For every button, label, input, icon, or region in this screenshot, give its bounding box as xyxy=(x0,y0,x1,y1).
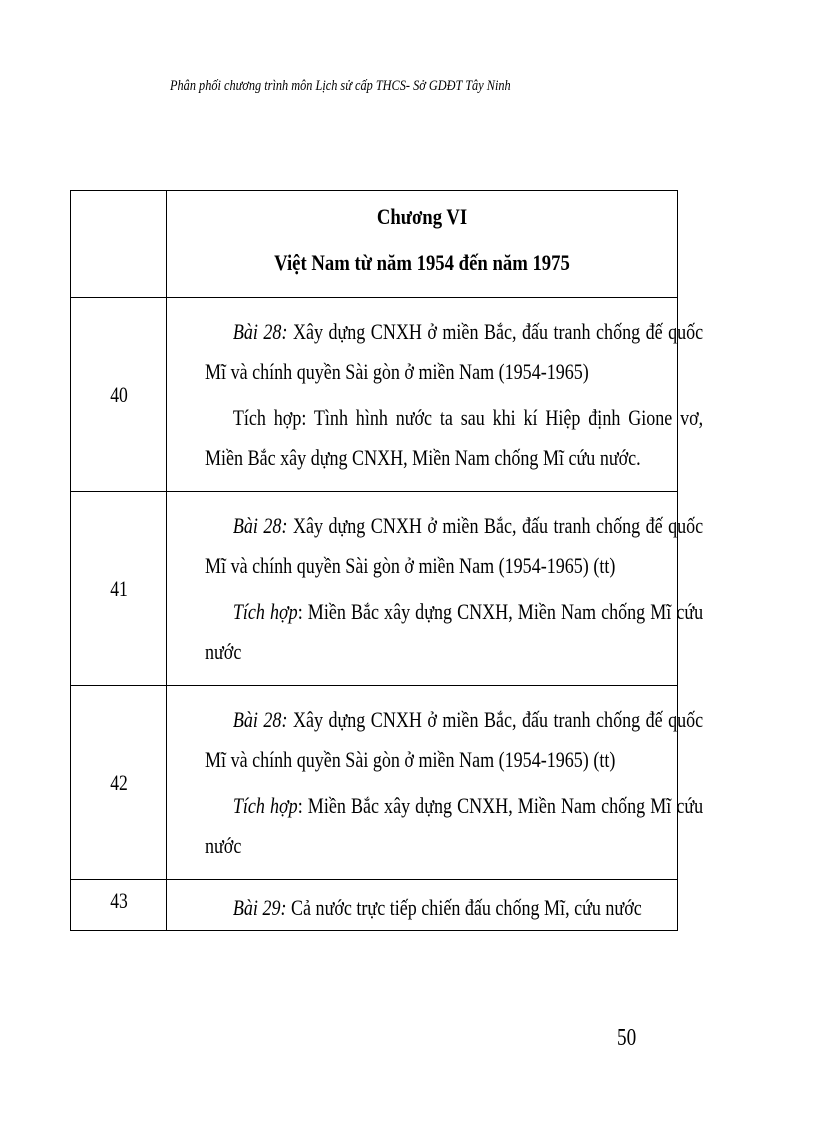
integration-label: Tích hợp xyxy=(232,404,302,430)
lesson-text: Cả nước trực tiếp chiến đấu chống Mĩ, cứu nước xyxy=(286,895,642,920)
lesson-cell xyxy=(167,492,704,686)
table-row xyxy=(71,492,678,686)
curriculum-table xyxy=(70,190,704,931)
integration-label: Tích hợp xyxy=(232,792,298,818)
lesson-cell xyxy=(167,686,704,880)
chapter-row xyxy=(71,191,678,298)
integration-text: : Miền Bắc xây dựng CNXH, Miền Nam chống Mĩ cứu nước xyxy=(205,792,704,858)
lesson-text: Xây dựng CNXH ở miền Bắc, đấu tranh chống đế quốc Mĩ và chính quyền Sài gòn ở miền Nam (1954-1965) (tt) xyxy=(205,706,704,772)
empty-cell xyxy=(71,191,167,298)
chapter-title: Chương VI xyxy=(376,204,468,229)
chapter-heading xyxy=(167,191,678,298)
chapter-subtitle: Việt Nam từ năm 1954 đến năm 1975 xyxy=(274,250,570,275)
lesson-label: Bài 28: xyxy=(232,706,288,732)
table-row xyxy=(71,880,678,931)
integration-text: : Tình hình nước ta sau khi kí Hiệp định Gione vơ, Miền Bắc xây dựng CNXH, Miền Nam chống Mĩ cứu nước. xyxy=(205,404,704,470)
lesson-text: Xây dựng CNXH ở miền Bắc, đấu tranh chống đế quốc Mĩ và chính quyền Sài gòn ở miền Nam (1954-1965) xyxy=(205,318,704,384)
period-number: 41 xyxy=(71,492,167,686)
period-number: 43 xyxy=(71,880,167,931)
lesson-text: Xây dựng CNXH ở miền Bắc, đấu tranh chống đế quốc Mĩ và chính quyền Sài gòn ở miền Nam (1954-1965) (tt) xyxy=(205,512,704,578)
integration-text: : Miền Bắc xây dựng CNXH, Miền Nam chống Mĩ cứu nước xyxy=(205,598,704,664)
period-number: 40 xyxy=(71,298,167,492)
period-number: 42 xyxy=(71,686,167,880)
page-number: 50 xyxy=(617,1025,637,1051)
lesson-cell xyxy=(167,298,704,492)
lesson-label: Bài 29: xyxy=(232,895,287,920)
integration-label: Tích hợp xyxy=(232,598,298,624)
lesson-label: Bài 28: xyxy=(232,318,288,344)
lesson-cell xyxy=(167,880,678,931)
table-row xyxy=(71,686,678,880)
lesson-label: Bài 28: xyxy=(232,512,288,538)
table-row xyxy=(71,298,678,492)
page-header: Phân phối chương trình môn Lịch sử cấp THCS- Sở GDĐT Tây Ninh xyxy=(170,78,511,94)
